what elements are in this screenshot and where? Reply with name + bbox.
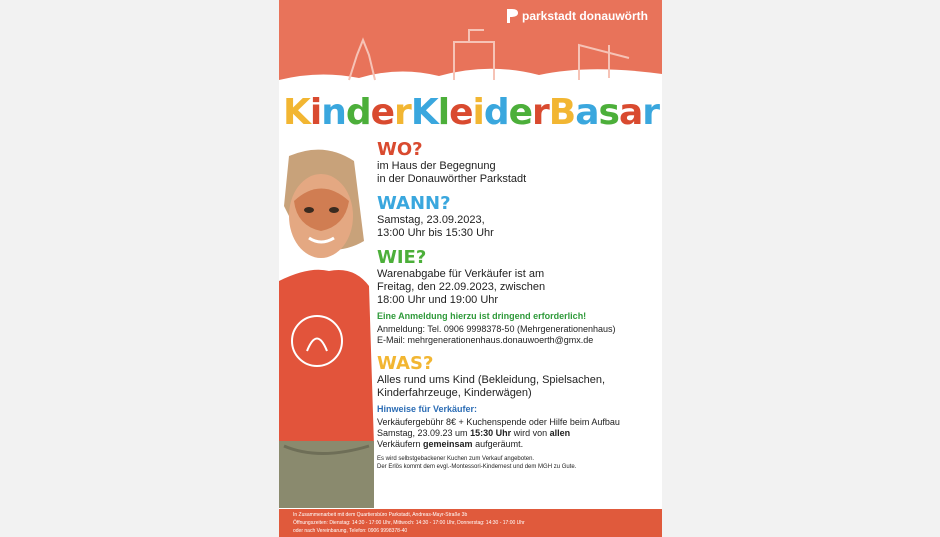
when-line-2: 13:00 Uhr bis 15:30 Uhr <box>377 227 494 239</box>
title-letter: r <box>532 92 549 133</box>
registration-email: E-Mail: mehrgenerationenhaus.donauwoerth@gmx.de <box>377 335 594 345</box>
where-line-1: im Haus der Begegnung <box>377 160 496 172</box>
what-heading: WAS? <box>377 353 434 374</box>
brand-name: parkstadt donauwörth <box>521 9 648 23</box>
title-letter: a <box>618 92 643 133</box>
title-letter: i <box>309 92 322 133</box>
proceeds-note: Der Erlös kommt dem evgl.-Montessori-Kindernest und dem MGH zu Gute. <box>377 464 577 470</box>
cleanup-line-1: Samstag, 23.09.23 um 15:30 Uhr wird von allen <box>377 428 571 438</box>
registration-phone: Anmeldung: Tel. 0906 9998378-50 (Mehrgenerationenhaus) <box>377 324 616 334</box>
title-letter: e <box>449 92 473 133</box>
title-letter: r <box>394 92 411 133</box>
when-heading: WANN? <box>377 193 451 214</box>
title-letter: B <box>548 92 576 133</box>
footer-line-2: Öffnungszeiten: Dienstag: 14:30 - 17:00 Uhr, Mittwoch: 14:30 - 17:00 Uhr, Donnerstag: 14:30 - 17:00 Uhr <box>293 520 525 526</box>
title-letter: i <box>472 92 484 133</box>
how-line-3: 18:00 Uhr und 19:00 Uhr <box>377 294 499 306</box>
footer <box>279 509 662 537</box>
title-letter: d <box>345 92 371 133</box>
title-letter: l <box>437 92 450 133</box>
cake-note: Es wird selbstgebackener Kuchen zum Verkauf angeboten. <box>377 456 535 462</box>
title-letter: d <box>483 92 509 133</box>
event-details <box>377 138 657 471</box>
where-line-2: in der Donauwörther Parkstadt <box>377 173 527 185</box>
title-letter: e <box>370 92 395 133</box>
event-title <box>282 91 660 135</box>
title-letter: K <box>282 92 310 133</box>
seller-hints-heading: Hinweise für Verkäufer: <box>377 404 478 414</box>
title-letter: e <box>508 92 533 133</box>
footer-line-3: oder nach Vereinbarung, Telefon: 0906 9998378-40 <box>293 528 408 534</box>
cleanup-line-2: Verkäufern gemeinsam aufgeräumt. <box>377 439 524 449</box>
how-line-2: Freitag, den 22.09.2023, zwischen <box>377 281 546 293</box>
where-heading: WO? <box>377 139 423 160</box>
footer-line-1: In Zusammenarbeit mit dem Quartiersbüro Parkstadt, Andreas-Mayr-Straße 3b <box>293 512 468 518</box>
parkstadt-logo-icon <box>505 8 519 24</box>
brand <box>505 8 648 24</box>
what-line-1: Alles rund ums Kind (Bekleidung, Spielsachen, <box>377 374 606 386</box>
title-letter: a <box>575 92 599 133</box>
child-face-paint-photo <box>279 146 374 508</box>
how-heading: WIE? <box>377 247 427 268</box>
title-letter: n <box>321 92 346 133</box>
seller-fee: Verkäufergebühr 8€ + Kuchenspende oder Hilfe beim Aufbau <box>377 417 620 427</box>
when-line-1: Samstag, 23.09.2023, <box>377 214 485 226</box>
title-letter: r <box>642 92 660 133</box>
title-letter: s <box>598 92 619 133</box>
title-letter: K <box>410 92 438 133</box>
poster <box>279 0 662 537</box>
what-line-2: Kinderfahrzeuge, Kinderwägen) <box>377 387 532 399</box>
how-line-1: Warenabgabe für Verkäufer ist am <box>377 268 545 280</box>
registration-notice: Eine Anmeldung hierzu ist dringend erforderlich! <box>377 311 587 321</box>
